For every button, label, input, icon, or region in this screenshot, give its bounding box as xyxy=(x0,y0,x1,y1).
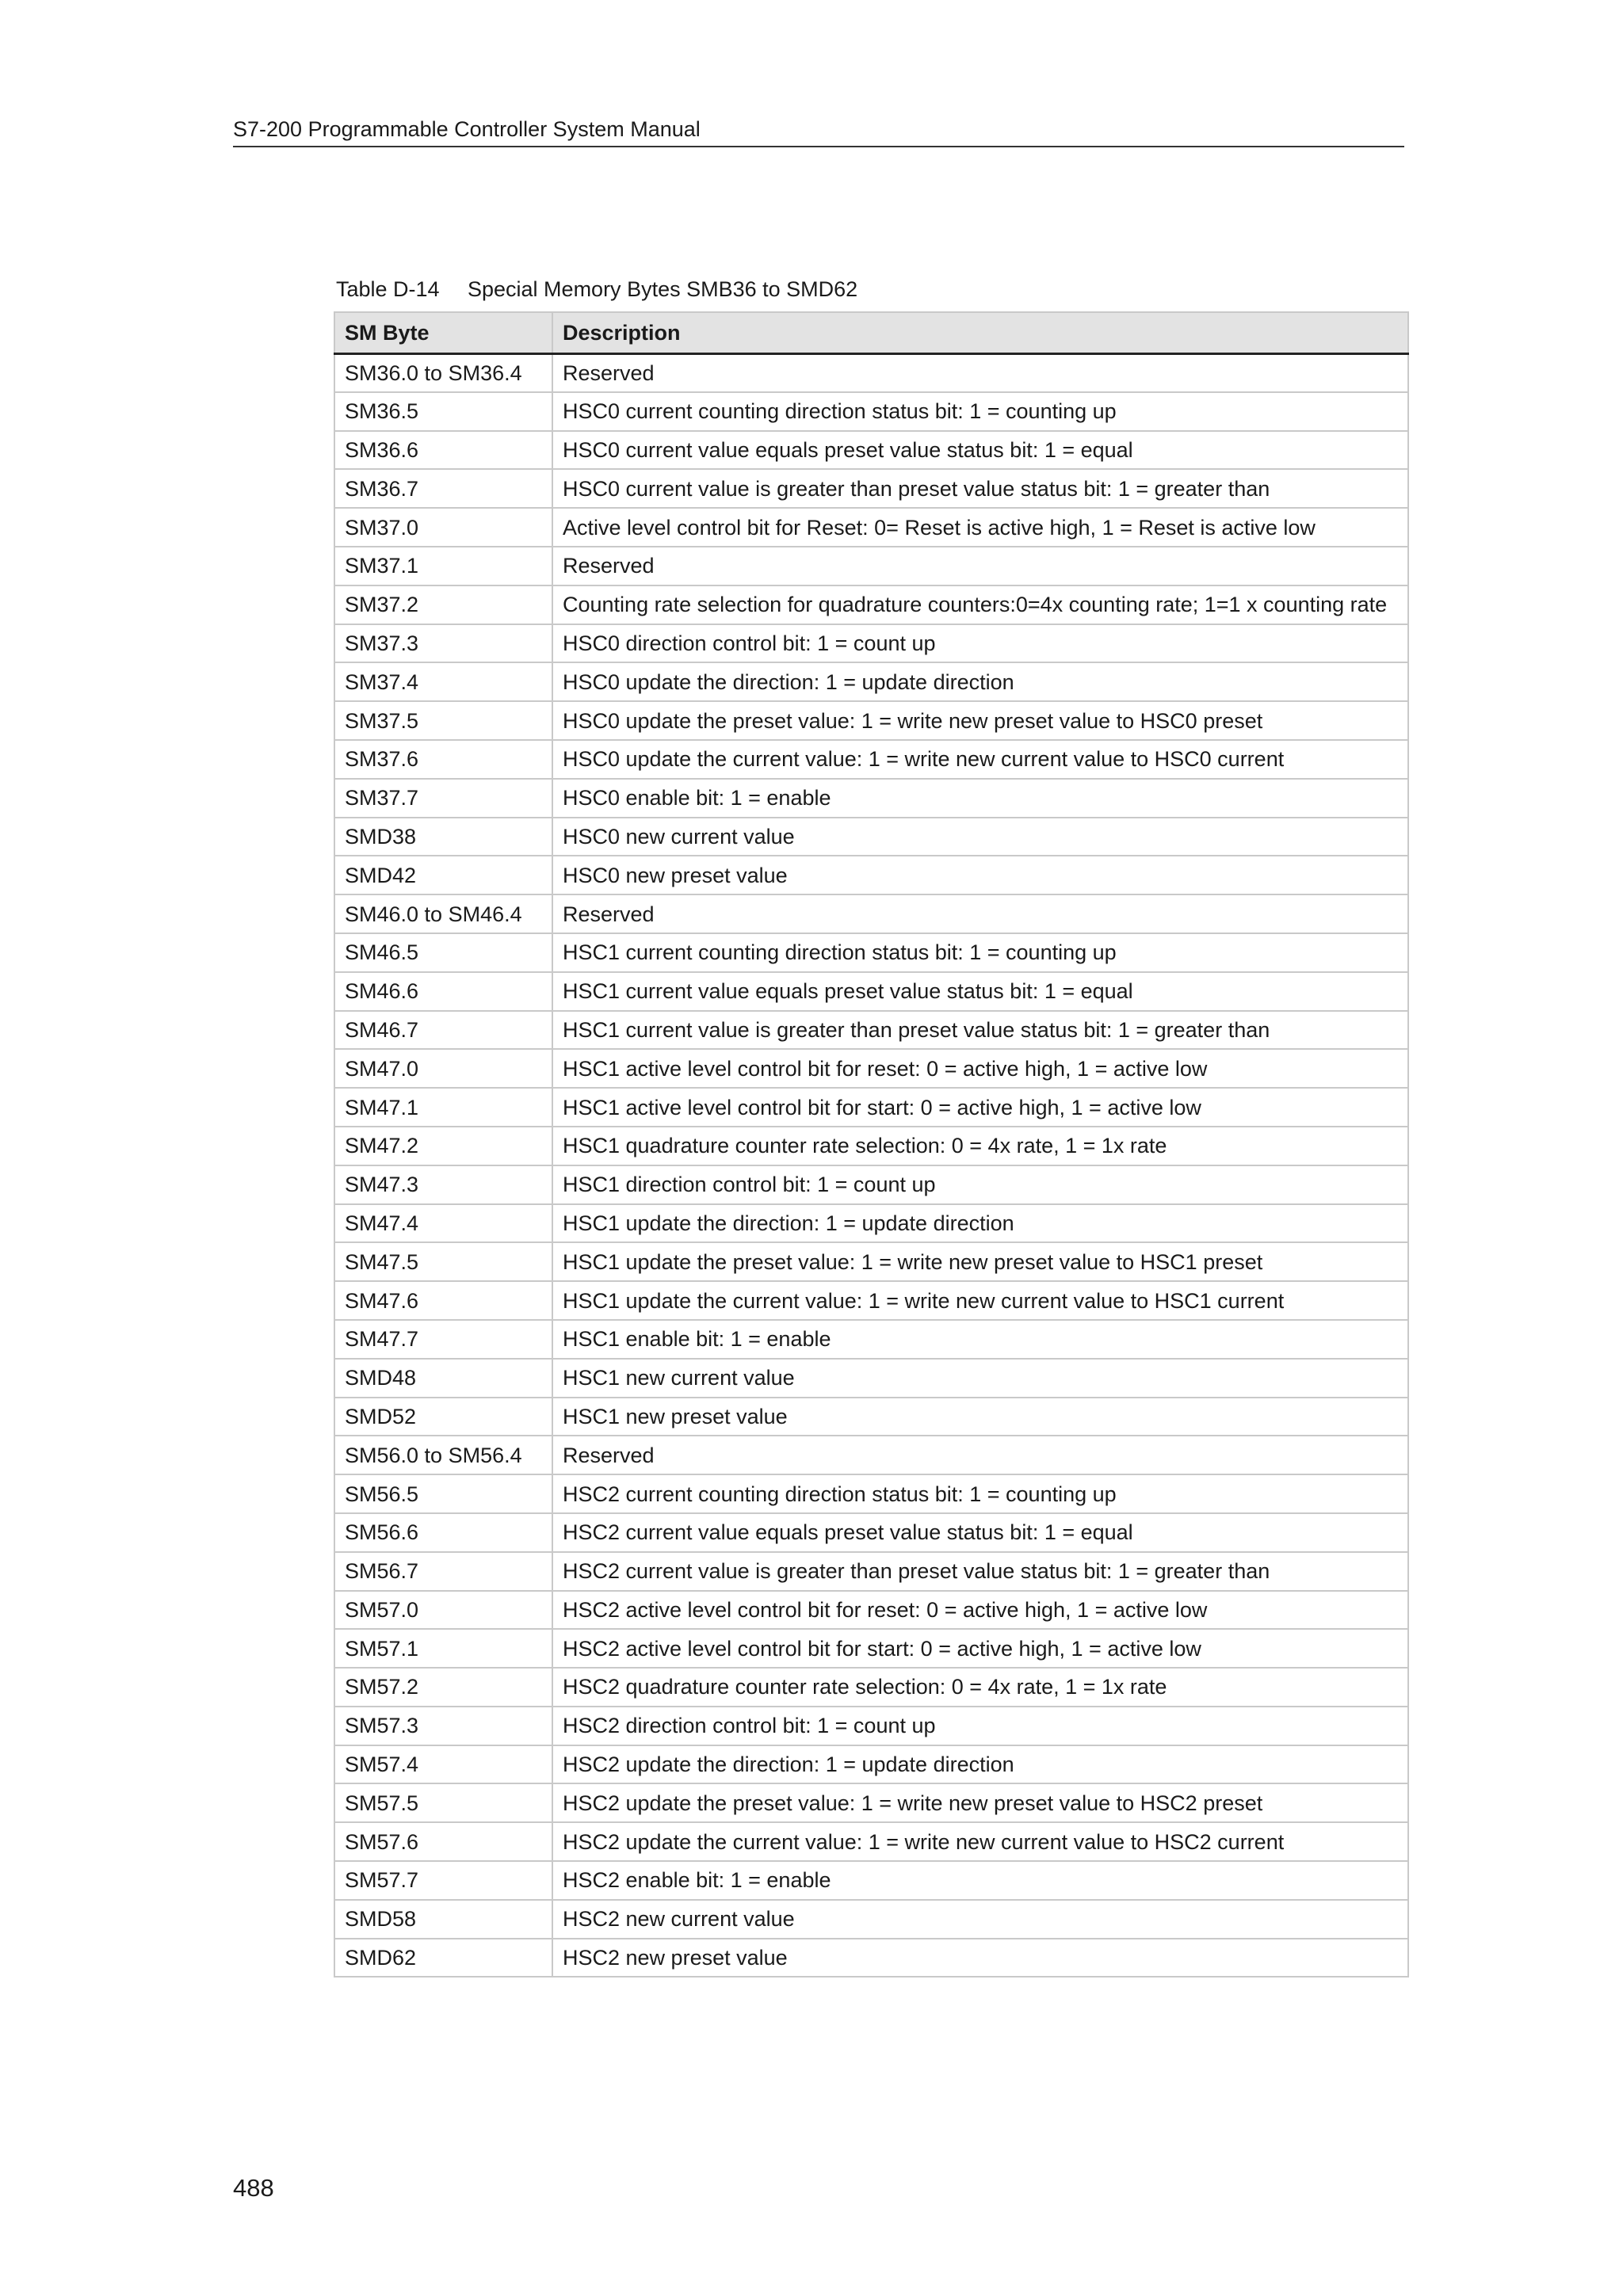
sm-byte-cell: SM46.0 to SM46.4 xyxy=(334,894,552,933)
sm-bytes-table xyxy=(334,311,1409,1978)
description-cell: Reserved xyxy=(552,1436,1408,1474)
table-row xyxy=(334,1127,1408,1165)
table-row xyxy=(334,624,1408,663)
sm-byte-cell: SM56.6 xyxy=(334,1513,552,1552)
description-cell: HSC1 new preset value xyxy=(552,1398,1408,1436)
sm-byte-cell: SM57.4 xyxy=(334,1745,552,1784)
description-cell: HSC2 new current value xyxy=(552,1900,1408,1939)
table-body xyxy=(334,353,1408,1977)
sm-byte-cell: SM37.4 xyxy=(334,662,552,701)
sm-byte-cell: SM47.0 xyxy=(334,1049,552,1088)
description-cell: HSC0 current value equals preset value status bit: 1 = equal xyxy=(552,431,1408,470)
table-row xyxy=(334,1204,1408,1243)
sm-byte-cell: SM47.1 xyxy=(334,1088,552,1127)
table-row xyxy=(334,894,1408,933)
table-row xyxy=(334,1745,1408,1784)
sm-byte-cell: SM56.5 xyxy=(334,1474,552,1513)
manual-title: S7-200 Programmable Controller System Manual xyxy=(233,117,701,141)
sm-byte-cell: SMD48 xyxy=(334,1359,552,1398)
table-row xyxy=(334,392,1408,431)
sm-byte-cell: SM47.4 xyxy=(334,1204,552,1243)
table-row xyxy=(334,1011,1408,1050)
sm-byte-cell: SM37.2 xyxy=(334,585,552,624)
table-caption xyxy=(336,276,857,303)
running-header xyxy=(233,116,1404,147)
description-cell: HSC1 current value equals preset value status bit: 1 = equal xyxy=(552,972,1408,1011)
sm-byte-cell: SM37.7 xyxy=(334,779,552,818)
description-cell: HSC0 update the current value: 1 = write new current value to HSC0 current xyxy=(552,740,1408,779)
description-cell: HSC0 update the preset value: 1 = write new preset value to HSC0 preset xyxy=(552,701,1408,740)
description-cell: HSC2 active level control bit for reset: 0 = active high, 1 = active low xyxy=(552,1591,1408,1630)
page-number: 488 xyxy=(233,2174,274,2202)
description-cell: HSC1 update the current value: 1 = write new current value to HSC1 current xyxy=(552,1281,1408,1320)
table-row xyxy=(334,1474,1408,1513)
table-row xyxy=(334,431,1408,470)
description-cell: HSC0 new preset value xyxy=(552,856,1408,894)
sm-byte-cell: SM36.0 to SM36.4 xyxy=(334,353,552,392)
table-row xyxy=(334,972,1408,1011)
description-cell: HSC2 update the preset value: 1 = write new preset value to HSC2 preset xyxy=(552,1783,1408,1822)
description-cell: Reserved xyxy=(552,547,1408,585)
description-cell: HSC1 active level control bit for start: 0 = active high, 1 = active low xyxy=(552,1088,1408,1127)
description-cell: HSC2 enable bit: 1 = enable xyxy=(552,1861,1408,1900)
sm-byte-cell: SM37.3 xyxy=(334,624,552,663)
description-cell: HSC1 current value is greater than preset value status bit: 1 = greater than xyxy=(552,1011,1408,1050)
description-cell: HSC1 current counting direction status bit: 1 = counting up xyxy=(552,933,1408,972)
description-cell: HSC1 update the direction: 1 = update direction xyxy=(552,1204,1408,1243)
table-row xyxy=(334,1513,1408,1552)
sm-byte-cell: SM57.7 xyxy=(334,1861,552,1900)
table-row xyxy=(334,1281,1408,1320)
sm-byte-cell: SM36.7 xyxy=(334,469,552,508)
table-row xyxy=(334,508,1408,547)
sm-byte-cell: SM56.7 xyxy=(334,1552,552,1591)
table-row xyxy=(334,662,1408,701)
table-row xyxy=(334,1783,1408,1822)
description-cell: HSC2 quadrature counter rate selection: 0 = 4x rate, 1 = 1x rate xyxy=(552,1668,1408,1707)
description-cell: HSC0 current value is greater than preset value status bit: 1 = greater than xyxy=(552,469,1408,508)
description-cell: Reserved xyxy=(552,894,1408,933)
description-cell: HSC1 direction control bit: 1 = count up xyxy=(552,1165,1408,1204)
table-row xyxy=(334,1552,1408,1591)
sm-byte-cell: SM47.3 xyxy=(334,1165,552,1204)
table-row xyxy=(334,1939,1408,1978)
sm-byte-cell: SMD62 xyxy=(334,1939,552,1978)
table-row xyxy=(334,1165,1408,1204)
table-row xyxy=(334,1242,1408,1281)
sm-byte-cell: SM46.7 xyxy=(334,1011,552,1050)
table-row xyxy=(334,818,1408,856)
table-number: Table D-14 xyxy=(336,277,440,301)
sm-byte-cell: SMD42 xyxy=(334,856,552,894)
table-row xyxy=(334,779,1408,818)
description-cell: HSC2 update the current value: 1 = write new current value to HSC2 current xyxy=(552,1822,1408,1861)
description-cell: HSC1 quadrature counter rate selection: 0 = 4x rate, 1 = 1x rate xyxy=(552,1127,1408,1165)
sm-byte-cell: SMD38 xyxy=(334,818,552,856)
table-row xyxy=(334,469,1408,508)
sm-byte-cell: SMD58 xyxy=(334,1900,552,1939)
description-cell: Active level control bit for Reset: 0= Reset is active high, 1 = Reset is active low xyxy=(552,508,1408,547)
table-title: Special Memory Bytes SMB36 to SMD62 xyxy=(468,277,858,301)
table-row xyxy=(334,1668,1408,1707)
description-cell: HSC2 direction control bit: 1 = count up xyxy=(552,1707,1408,1745)
table-row xyxy=(334,585,1408,624)
description-cell: HSC0 current counting direction status bit: 1 = counting up xyxy=(552,392,1408,431)
table-row xyxy=(334,353,1408,392)
table-row xyxy=(334,1436,1408,1474)
column-header-sm-byte: SM Byte xyxy=(334,312,552,353)
sm-byte-cell: SM57.3 xyxy=(334,1707,552,1745)
sm-byte-cell: SM57.6 xyxy=(334,1822,552,1861)
description-cell: HSC0 new current value xyxy=(552,818,1408,856)
sm-byte-cell: SM36.5 xyxy=(334,392,552,431)
table-row xyxy=(334,1861,1408,1900)
sm-byte-cell: SMD52 xyxy=(334,1398,552,1436)
description-cell: HSC1 enable bit: 1 = enable xyxy=(552,1320,1408,1359)
description-cell: HSC0 direction control bit: 1 = count up xyxy=(552,624,1408,663)
sm-byte-cell: SM37.1 xyxy=(334,547,552,585)
column-header-description: Description xyxy=(552,312,1408,353)
sm-byte-cell: SM47.2 xyxy=(334,1127,552,1165)
description-cell: HSC0 update the direction: 1 = update direction xyxy=(552,662,1408,701)
sm-byte-cell: SM57.1 xyxy=(334,1629,552,1668)
sm-byte-cell: SM47.7 xyxy=(334,1320,552,1359)
table-row xyxy=(334,1320,1408,1359)
table-row xyxy=(334,1822,1408,1861)
table-row xyxy=(334,1398,1408,1436)
table-row xyxy=(334,1359,1408,1398)
sm-byte-cell: SM36.6 xyxy=(334,431,552,470)
sm-byte-cell: SM47.5 xyxy=(334,1242,552,1281)
table-row xyxy=(334,1629,1408,1668)
sm-byte-cell: SM57.0 xyxy=(334,1591,552,1630)
table-row xyxy=(334,1088,1408,1127)
sm-byte-cell: SM56.0 to SM56.4 xyxy=(334,1436,552,1474)
table-row xyxy=(334,1591,1408,1630)
description-cell: HSC1 new current value xyxy=(552,1359,1408,1398)
sm-byte-cell: SM47.6 xyxy=(334,1281,552,1320)
sm-byte-cell: SM37.6 xyxy=(334,740,552,779)
description-cell: HSC2 active level control bit for start: 0 = active high, 1 = active low xyxy=(552,1629,1408,1668)
table-row xyxy=(334,1900,1408,1939)
sm-byte-cell: SM37.0 xyxy=(334,508,552,547)
description-cell: HSC2 update the direction: 1 = update direction xyxy=(552,1745,1408,1784)
sm-byte-cell: SM46.6 xyxy=(334,972,552,1011)
sm-byte-cell: SM57.5 xyxy=(334,1783,552,1822)
table-row xyxy=(334,1707,1408,1745)
table-header-row xyxy=(334,312,1408,353)
table-row xyxy=(334,933,1408,972)
description-cell: HSC1 update the preset value: 1 = write new preset value to HSC1 preset xyxy=(552,1242,1408,1281)
description-cell: HSC0 enable bit: 1 = enable xyxy=(552,779,1408,818)
description-cell: Reserved xyxy=(552,353,1408,392)
description-cell: Counting rate selection for quadrature counters:0=4x counting rate; 1=1 x counting rate xyxy=(552,585,1408,624)
description-cell: HSC2 new preset value xyxy=(552,1939,1408,1978)
description-cell: HSC2 current value is greater than preset value status bit: 1 = greater than xyxy=(552,1552,1408,1591)
sm-byte-cell: SM37.5 xyxy=(334,701,552,740)
table-row xyxy=(334,740,1408,779)
table-row xyxy=(334,701,1408,740)
table-row xyxy=(334,856,1408,894)
description-cell: HSC2 current value equals preset value status bit: 1 = equal xyxy=(552,1513,1408,1552)
description-cell: HSC2 current counting direction status bit: 1 = counting up xyxy=(552,1474,1408,1513)
sm-byte-cell: SM46.5 xyxy=(334,933,552,972)
sm-byte-cell: SM57.2 xyxy=(334,1668,552,1707)
table-row xyxy=(334,1049,1408,1088)
table-row xyxy=(334,547,1408,585)
description-cell: HSC1 active level control bit for reset: 0 = active high, 1 = active low xyxy=(552,1049,1408,1088)
